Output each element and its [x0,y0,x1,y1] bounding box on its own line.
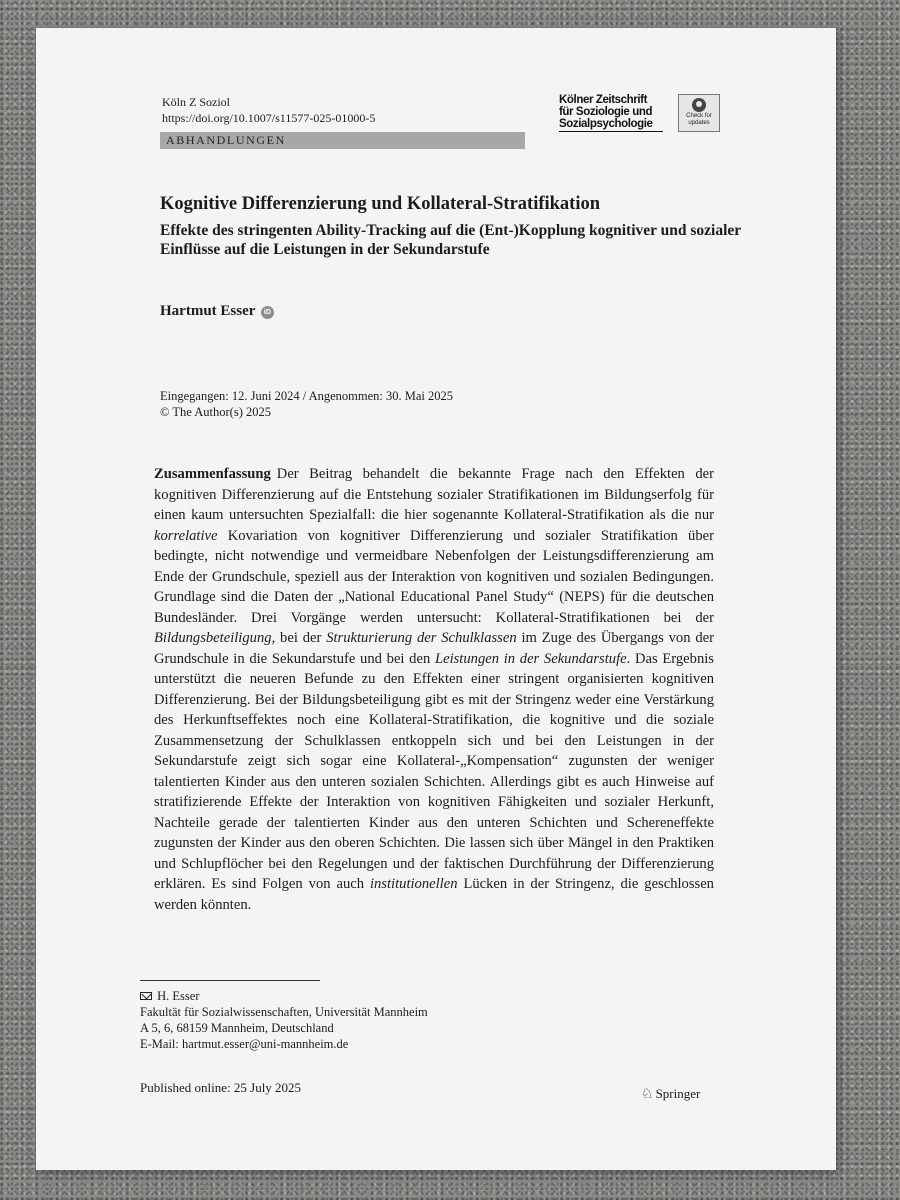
springer-horse-icon: ♘ [641,1087,654,1102]
copyright-notice: © The Author(s) 2025 [160,405,271,419]
abstract-label: Zusammenfassung [154,466,271,482]
doi-link[interactable]: https://doi.org/10.1007/s11577-025-01000-5 [162,111,376,125]
journal-name-line-2: für Soziologie und [559,106,653,118]
abstract-emphasis-1: korrelative [154,527,218,544]
article-dates [160,388,453,420]
abstract-emphasis-4: Leistungen in der Sekundarstufe [434,650,627,667]
envelope-icon [140,992,152,1000]
contact-name: H. Esser [157,989,200,1003]
update-icon [692,98,706,112]
abstract-emphasis-2: Bildungsbeteiligung [154,630,272,646]
journal-logo [559,94,663,132]
header-citation [162,94,375,126]
abstract-text-5: . Das Ergebnis unterstützt die neueren Befunde zu den Effekten einer stringent organisierten kognitiven Differenzierung. Bei der Bildungsbeteiligung gibt es mit der Stringenz weder eine Verstärkung des Herkunftseffektes noch eine Kollateral-Stratifikation, die kognitive und die soziale Zusammensetzung der Schulklassen entkoppeln sich und bei den Leistungen in der Sekundarstufe zeigt sich sogar eine Kollateral-„Kompensation“ zugunsten der weniger talentierten Kinder aus den unteren sozialen Schichten. Allerdings gibt es auch Hinweise auf stratifizierende Effekte der Interaktion von kognitiven Fähigkeiten und sozialer Herkunft, Nachteile gerade der talentierten Kinder aus den unteren Schichten und Schereneffekte zugunsten der Kinder aus den oberen Schichten. Die lassen sich über Mängel in den Praktiken und Schlupflöcher bei den Regelungen und der faktischen Durchführung der Differenzierung erklären. Es sind Folgen von auch [154,650,714,892]
journal-name-line-1: Kölner Zeitschrift [559,94,648,106]
journal-name [559,94,663,132]
abstract-text-6: Lücken in der Stringenz, die geschlossen werden könnten. [154,876,714,913]
published-online: Published online: 25 July 2025 [140,1080,302,1095]
abstract-text-1: Der Beitrag behandelt die bekannte Frage nach den Effekten der kognitiven Differenzierung auf die Entstehung sozialer Stratifikationen im Bildungserfolg für einen kaum untersuchten Spezialfall: die hier sogenannte Kollateral-Stratifikation als die nur [154,466,714,523]
author-line [160,303,274,320]
section-label: ABHANDLUNGEN [160,132,525,149]
footnote-divider [140,980,320,981]
author-name: Hartmut Esser [160,303,256,319]
paper-page [36,28,836,1170]
abstract-text-3: , bei der [271,630,327,646]
author-contact [140,988,428,1052]
journal-name-line-3: Sozialpsychologie [559,118,653,130]
abstract [154,464,714,915]
contact-email[interactable]: E-Mail: hartmut.esser@uni-mannheim.de [140,1037,349,1051]
check-for-updates-badge[interactable] [678,94,720,132]
contact-name-line [140,988,428,1004]
check-updates-label: Check for updates [686,113,712,126]
abstract-emphasis-3: Strukturierung der Schulklassen [326,630,517,646]
abstract-text-2: Kovariation von kognitiver Differenzierung und sozialer Stratifikation über bedingte, nicht notwendige und vermeidbare Nebenfolgen der Leistungsdifferenzierung am Ende der Grundschule, speziell aus der Interaktion von kognitiven und sozialen Bedingungen. Grundlage sind die Daten der „National Educational Panel Study“ (NEPS) für die deutschen Bundesländer. Drei Vorgänge werden untersucht: Kollateral-Stratifikationen bei der [154,527,714,626]
abstract-emphasis-5: institutionellen [369,876,458,892]
orcid-icon[interactable]: iD [261,306,274,319]
publisher-logo [641,1086,700,1103]
contact-affiliation: Fakultät für Sozialwissenschaften, Universität Mannheim [140,1005,428,1019]
abstract-text-4: im Zuge des Übergangs von der Grundschule in die Sekundarstufe und bei den [154,630,714,667]
received-accepted: Eingegangen: 12. Juni 2024 / Angenommen: 30. Mai 2025 [160,389,454,403]
publisher-name: Springer [655,1086,701,1101]
article-title: Kognitive Differenzierung und Kollateral-Stratifikation [160,194,601,214]
article-subtitle: Effekte des stringenten Ability-Tracking auf die (Ent-)Kopplung kognitiver und sozialer Einflüsse auf die Leistungen in der Sekundarstufe [160,222,741,258]
journal-abbrev: Köln Z Soziol [162,95,230,109]
contact-address: A 5, 6, 68159 Mannheim, Deutschland [140,1021,334,1035]
